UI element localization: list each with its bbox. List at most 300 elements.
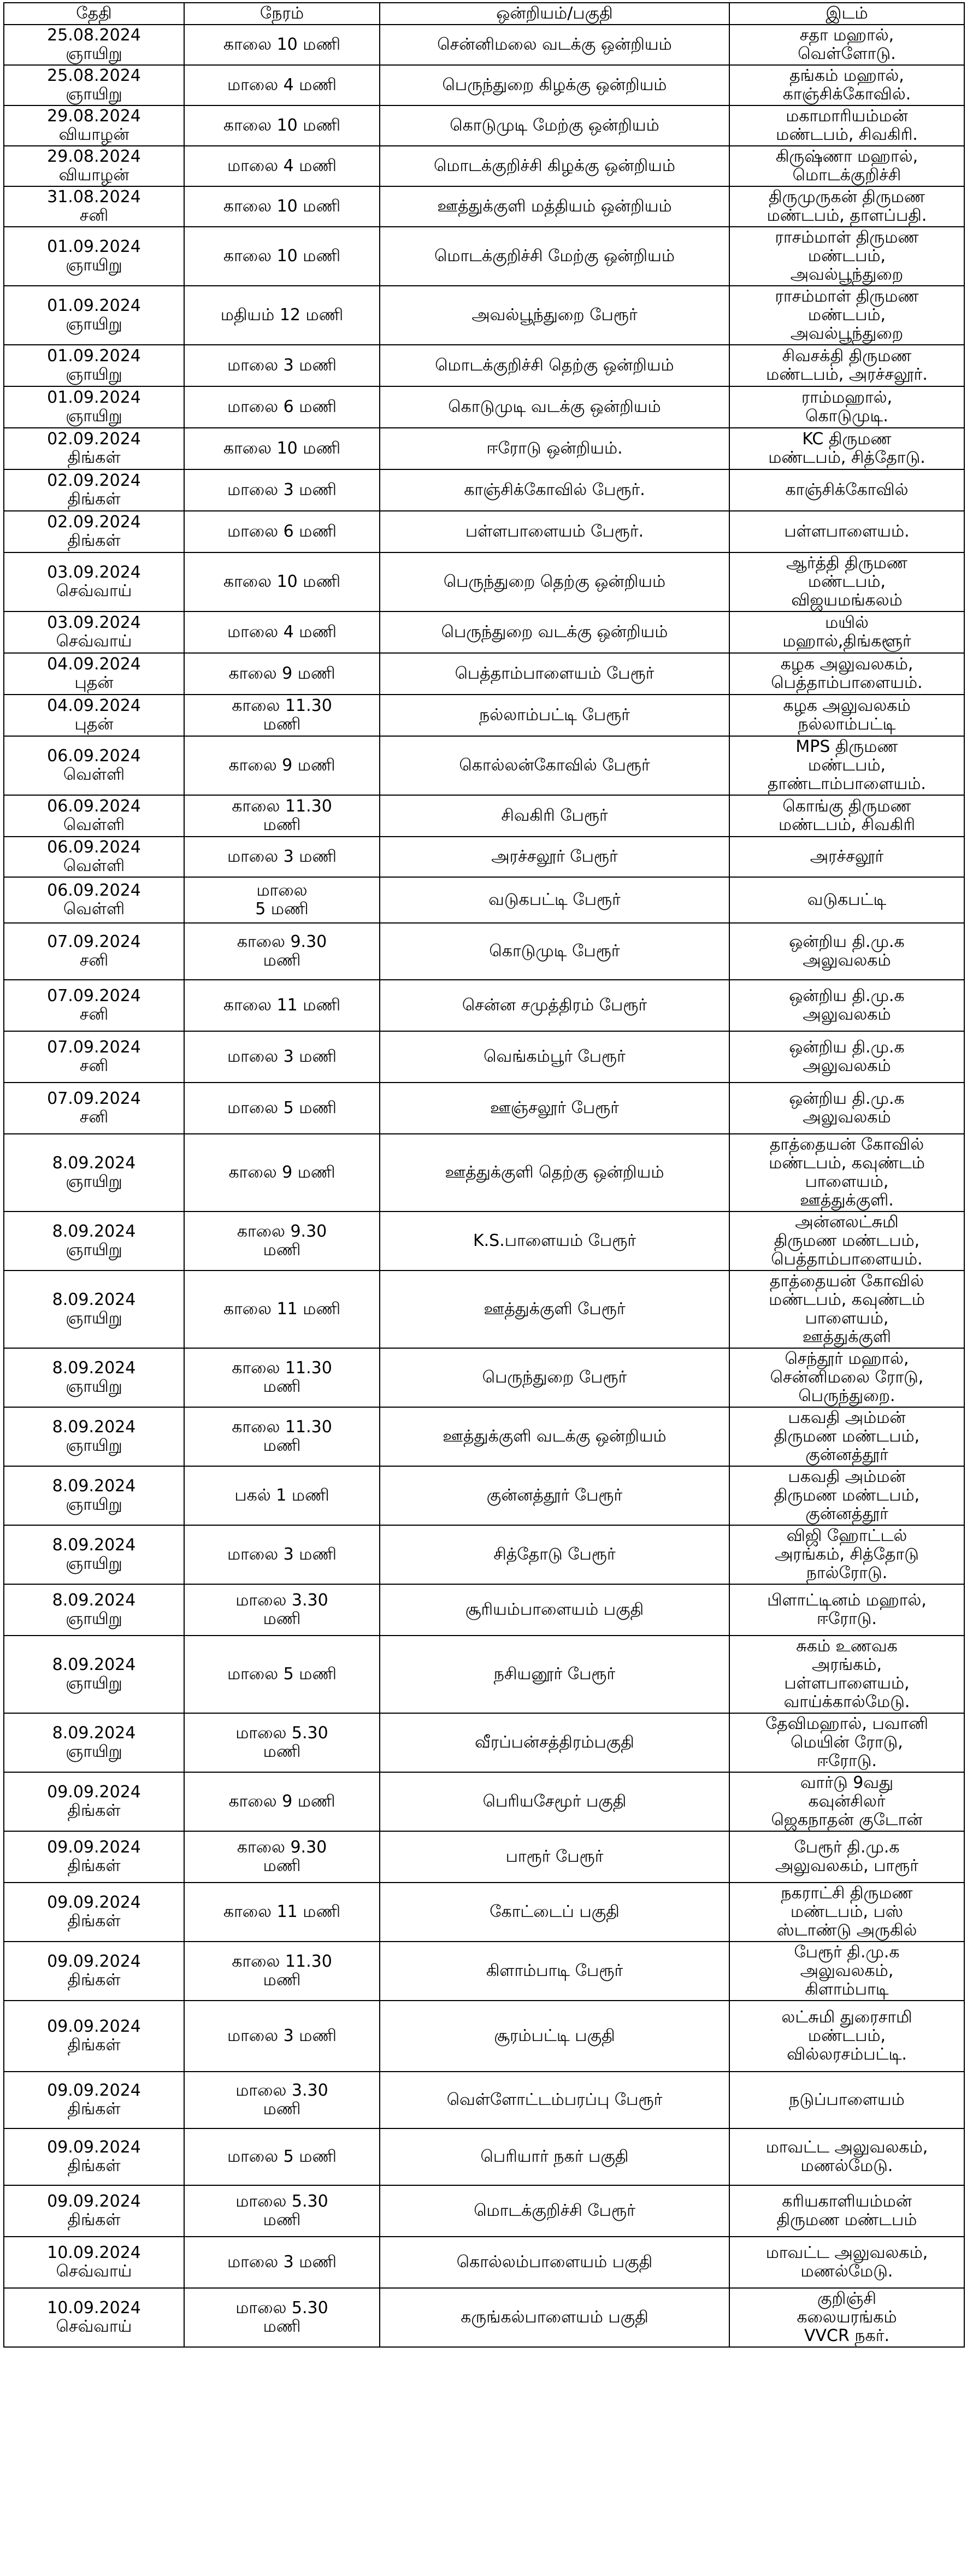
table-row [4, 2001, 964, 2072]
day-value: ஞாயிறு [66, 256, 122, 275]
table-row [4, 653, 964, 695]
cell-date [4, 611, 184, 653]
date-value: 06.09.2024 [47, 797, 141, 816]
cell-date [4, 345, 184, 386]
cell-date [4, 695, 184, 736]
cell-date [4, 2001, 184, 2072]
cell-date [4, 2072, 184, 2128]
day-value: செவ்வாய் [56, 2317, 132, 2336]
date-value: 02.09.2024 [47, 430, 141, 449]
cell-union: கொடுமுடி வடக்கு ஒன்றியம் [380, 386, 729, 428]
cell-time: காலை 11.30 மணி [184, 695, 380, 736]
day-value: புதன் [74, 715, 114, 734]
cell-place: கொங்கு திருமண மண்டபம், சிவகிரி [729, 795, 964, 837]
table-row [4, 611, 964, 653]
table-row [4, 877, 964, 923]
cell-union: சூரம்பட்டி பகுதி [380, 2001, 729, 2072]
cell-union: ஊத்துக்குளி தெற்கு ஒன்றியம் [380, 1134, 729, 1211]
day-value: திங்கள் [67, 1912, 121, 1931]
table-row [4, 227, 964, 286]
date-value: 25.08.2024 [47, 66, 141, 85]
cell-date [4, 25, 184, 65]
cell-place: காஞ்சிக்கோவில் [729, 469, 964, 511]
table-row [4, 105, 964, 146]
cell-time: மாலை 3 மணி [184, 2001, 380, 2072]
cell-union: பெருந்துறை தெற்கு ஒன்றியம் [380, 552, 729, 611]
cell-date [4, 65, 184, 105]
cell-place: சிவசக்தி திருமண மண்டபம், அரச்சலூர். [729, 345, 964, 386]
cell-union: வெங்கம்பூர் பேரூர் [380, 1031, 729, 1083]
cell-place: பள்ளபாளையம். [729, 511, 964, 552]
cell-union: சென்ன சமுத்திரம் பேரூர் [380, 980, 729, 1031]
date-value: 29.08.2024 [47, 107, 141, 126]
cell-union: பெரியசேமூர் பகுதி [380, 1772, 729, 1831]
day-value: சனி [79, 951, 109, 970]
cell-union: பாரூர் பேரூர் [380, 1831, 729, 1883]
date-value: 8.09.2024 [52, 1655, 136, 1674]
table-header [4, 3, 964, 25]
cell-time: காலை 10 மணி [184, 105, 380, 146]
cell-time: மாலை 6 மணி [184, 511, 380, 552]
cell-union: அரச்சலூர் பேரூர் [380, 837, 729, 877]
cell-time: மாலை 4 மணி [184, 65, 380, 105]
table-row [4, 1083, 964, 1134]
day-value: திங்கள் [67, 2210, 121, 2230]
cell-time: மாலை 4 மணி [184, 611, 380, 653]
cell-place: விஜி ஹோட்டல் அரங்கம், சித்தோடு நால்ரோடு. [729, 1525, 964, 1584]
date-value: 8.09.2024 [52, 1154, 136, 1173]
cell-date [4, 1134, 184, 1211]
day-value: திங்கள் [67, 531, 121, 550]
cell-time: காலை 9.30 மணி [184, 923, 380, 980]
cell-time: காலை 9 மணி [184, 653, 380, 695]
cell-date [4, 1211, 184, 1271]
cell-union: சிவகிரி பேரூர் [380, 795, 729, 837]
day-value: திங்கள் [67, 490, 121, 509]
date-value: 01.09.2024 [47, 346, 141, 366]
cell-place: செந்தூர் மஹால், சென்னிமலை ரோடு, பெருந்துறை. [729, 1348, 964, 1407]
cell-time: காலை 10 மணி [184, 186, 380, 227]
cell-union: கொடுமுடி மேற்கு ஒன்றியம் [380, 105, 729, 146]
day-value: திங்கள் [67, 1801, 121, 1820]
cell-date [4, 1713, 184, 1772]
cell-time: மாலை 3 மணி [184, 469, 380, 511]
day-value: ஞாயிறு [66, 1436, 122, 1455]
cell-time: காலை 11.30 மணி [184, 795, 380, 837]
cell-place: குறிஞ்சி கலையரங்கம் VVCR நகர். [729, 2288, 964, 2347]
cell-time: மாலை 5.30 மணி [184, 2288, 380, 2347]
cell-date [4, 1083, 184, 1134]
day-value: சனி [79, 206, 109, 225]
cell-date [4, 1466, 184, 1525]
cell-time: காலை 9 மணி [184, 736, 380, 795]
day-value: வெள்ளி [63, 899, 125, 919]
cell-place: சுகம் உணவக அரங்கம், பள்ளபாளையம், வாய்க்கால்மேடு. [729, 1636, 964, 1713]
cell-union: கொல்லம்பாளையம் பகுதி [380, 2237, 729, 2288]
day-value: ஞாயிறு [66, 407, 122, 426]
cell-date [4, 1525, 184, 1584]
day-value: திங்கள் [67, 2156, 121, 2175]
cell-place: ஒன்றிய தி.மு.க அலுவலகம் [729, 1031, 964, 1083]
table-row [4, 345, 964, 386]
cell-date [4, 980, 184, 1031]
cell-union: கொல்லன்கோவில் பேரூர் [380, 736, 729, 795]
cell-place: பிளாட்டினம் மஹால், ஈரோடு. [729, 1584, 964, 1636]
date-value: 02.09.2024 [47, 513, 141, 532]
cell-date [4, 1772, 184, 1831]
day-value: வெள்ளி [63, 856, 125, 875]
table-row [4, 795, 964, 837]
cell-date [4, 146, 184, 186]
date-value: 09.09.2024 [47, 2081, 141, 2100]
cell-place: தாத்தையன் கோவில் மண்டபம், கவுண்டம் பாளையம், ஊத்துக்குளி. [729, 1134, 964, 1211]
cell-place: ராசம்மாள் திருமண மண்டபம், அவல்பூந்துறை [729, 286, 964, 345]
cell-place: நடுப்பாளையம் [729, 2072, 964, 2128]
cell-place: ராம்மஹால், கொடுமுடி. [729, 386, 964, 428]
cell-place: தாத்தையன் கோவில் மண்டபம், கவுண்டம் பாளையம், ஊத்துக்குளி [729, 1271, 964, 1348]
cell-time: காலை 9.30 மணி [184, 1831, 380, 1883]
date-value: 04.09.2024 [47, 655, 141, 674]
date-value: 31.08.2024 [47, 187, 141, 207]
cell-date [4, 2128, 184, 2185]
date-value: 07.09.2024 [47, 986, 141, 1005]
cell-place: லட்சுமி துரைசாமி மண்டபம், வில்லரசம்பட்டி. [729, 2001, 964, 2072]
day-value: புதன் [74, 673, 114, 692]
table-row [4, 2185, 964, 2237]
cell-place: ராசம்மாள் திருமண மண்டபம், அவல்பூந்துறை [729, 227, 964, 286]
date-value: 06.09.2024 [47, 881, 141, 900]
date-value: 01.09.2024 [47, 296, 141, 315]
date-value: 09.09.2024 [47, 2017, 141, 2036]
cell-time: மாலை 3.30 மணி [184, 1584, 380, 1636]
date-value: 8.09.2024 [52, 1222, 136, 1241]
date-value: 10.09.2024 [47, 2298, 141, 2318]
day-value: ஞாயிறு [66, 365, 122, 384]
cell-time: காலை 11 மணி [184, 1271, 380, 1348]
cell-union: கோட்டைப் பகுதி [380, 1883, 729, 1942]
table-row [4, 25, 964, 65]
date-value: 07.09.2024 [47, 1089, 141, 1108]
cell-union: கிளாம்பாடி பேரூர் [380, 1942, 729, 2001]
header-time: நேரம் [184, 3, 380, 25]
cell-place: அரச்சலூர் [729, 837, 964, 877]
day-value: ஞாயிறு [66, 1377, 122, 1396]
date-value: 8.09.2024 [52, 1591, 136, 1610]
day-value: திங்கள் [67, 448, 121, 467]
table-row [4, 2288, 964, 2347]
cell-date [4, 653, 184, 695]
table-row [4, 1831, 964, 1883]
cell-union: ஊத்துக்குளி மத்தியம் ஒன்றியம் [380, 186, 729, 227]
cell-union: நசியனூர் பேரூர் [380, 1636, 729, 1713]
cell-union: ஈரோடு ஒன்றியம். [380, 428, 729, 469]
header-place: இடம் [729, 3, 964, 25]
day-value: திங்கள் [67, 1971, 121, 1990]
table-row [4, 1636, 964, 1713]
table-row [4, 923, 964, 980]
day-value: ஞாயிறு [66, 1172, 122, 1191]
table-row [4, 980, 964, 1031]
cell-time: மாலை 5.30 மணி [184, 2185, 380, 2237]
table-row [4, 2128, 964, 2185]
day-value: ஞாயிறு [66, 1495, 122, 1514]
cell-union: வெள்ளோட்டம்பரப்பு பேரூர் [380, 2072, 729, 2128]
date-value: 03.09.2024 [47, 563, 141, 582]
day-value: செவ்வாய் [56, 632, 132, 651]
table-row [4, 1134, 964, 1211]
cell-time: காலை 10 மணி [184, 552, 380, 611]
date-value: 04.09.2024 [47, 696, 141, 715]
cell-union: மொடக்குறிச்சி தெற்கு ஒன்றியம் [380, 345, 729, 386]
date-value: 09.09.2024 [47, 1952, 141, 1971]
table-row [4, 1211, 964, 1271]
cell-date [4, 2237, 184, 2288]
day-value: ஞாயிறு [66, 1742, 122, 1761]
cell-date [4, 511, 184, 552]
header-date: தேதி [4, 3, 184, 25]
day-value: ஞாயிறு [66, 1554, 122, 1573]
day-value: வியாழன் [58, 166, 129, 185]
day-value: திங்கள் [67, 1856, 121, 1875]
date-value: 01.09.2024 [47, 388, 141, 407]
cell-place: மயில் மஹால்,திங்களூர் [729, 611, 964, 653]
cell-union: ஊத்துக்குளி வடக்கு ஒன்றியம் [380, 1407, 729, 1466]
day-value: சனி [79, 1056, 109, 1075]
table-row [4, 736, 964, 795]
header-row [4, 3, 964, 25]
day-value: ஞாயிறு [66, 1609, 122, 1628]
cell-union: நல்லாம்பட்டி பேரூர் [380, 695, 729, 736]
cell-union: வீரப்பன்சத்திரம்பகுதி [380, 1713, 729, 1772]
table-row [4, 186, 964, 227]
date-value: 07.09.2024 [47, 932, 141, 951]
cell-date [4, 1271, 184, 1348]
table-row [4, 1031, 964, 1083]
cell-union: பள்ளபாளையம் பேரூர். [380, 511, 729, 552]
cell-union: காஞ்சிக்கோவில் பேரூர். [380, 469, 729, 511]
date-value: 06.09.2024 [47, 838, 141, 857]
date-value: 06.09.2024 [47, 746, 141, 766]
cell-time: மாலை 3 மணி [184, 1031, 380, 1083]
cell-union: பெருந்துறை கிழக்கு ஒன்றியம் [380, 65, 729, 105]
cell-place: கிருஷ்ணா மஹால், மொடக்குறிச்சி [729, 146, 964, 186]
cell-place: பேரூர் தி.மு.க அலுவலகம், பாரூர் [729, 1831, 964, 1883]
table-row [4, 2072, 964, 2128]
cell-time: காலை 11.30 மணி [184, 1348, 380, 1407]
cell-time: மாலை 3 மணி [184, 2237, 380, 2288]
cell-place: KC திருமண மண்டபம், சித்தோடு. [729, 428, 964, 469]
cell-date [4, 837, 184, 877]
cell-place: திருமுருகன் திருமண மண்டபம், தாளப்பதி. [729, 186, 964, 227]
cell-time: மாலை 4 மணி [184, 146, 380, 186]
table-row [4, 1466, 964, 1525]
cell-date [4, 1942, 184, 2001]
day-value: ஞாயிறு [66, 1674, 122, 1693]
date-value: 8.09.2024 [52, 1418, 136, 1437]
cell-time: மாலை 6 மணி [184, 386, 380, 428]
cell-place: மாவட்ட அலுவலகம், மணல்மேடு. [729, 2128, 964, 2185]
table-row [4, 511, 964, 552]
table-row [4, 1271, 964, 1348]
cell-union: கொடுமுடி பேரூர் [380, 923, 729, 980]
table-row [4, 1883, 964, 1942]
table-row [4, 146, 964, 186]
cell-time: மாலை 5 மணி [184, 1636, 380, 1713]
table-row [4, 428, 964, 469]
cell-place: நகராட்சி திருமண மண்டபம், பஸ் ஸ்டாண்டு அருகில் [729, 1883, 964, 1942]
cell-date [4, 1348, 184, 1407]
day-value: வெள்ளி [63, 765, 125, 784]
cell-union: பெருந்துறை வடக்கு ஒன்றியம் [380, 611, 729, 653]
table-body [4, 25, 964, 2347]
cell-date [4, 2288, 184, 2347]
cell-place: கரியகாளியம்மன் திருமண மண்டபம் [729, 2185, 964, 2237]
cell-union: அவல்பூந்துறை பேரூர் [380, 286, 729, 345]
cell-place: பகவதி அம்மன் திருமண மண்டபம், குன்னத்தூர் [729, 1407, 964, 1466]
cell-time: காலை 11 மணி [184, 980, 380, 1031]
date-value: 25.08.2024 [47, 26, 141, 45]
cell-time: மாலை 5 மணி [184, 877, 380, 923]
cell-place: ஒன்றிய தி.மு.க அலுவலகம் [729, 923, 964, 980]
cell-place: தங்கம் மஹால், காஞ்சிக்கோவில். [729, 65, 964, 105]
date-value: 07.09.2024 [47, 1038, 141, 1057]
table-row [4, 695, 964, 736]
cell-date [4, 1407, 184, 1466]
table-row [4, 1584, 964, 1636]
cell-time: காலை 9 மணி [184, 1772, 380, 1831]
cell-union: வடுகபட்டி பேரூர் [380, 877, 729, 923]
header-union: ஒன்றியம்/பகுதி [380, 3, 729, 25]
day-value: சனி [79, 1005, 109, 1024]
cell-date [4, 227, 184, 286]
date-value: 8.09.2024 [52, 1477, 136, 1496]
cell-time: மாலை 3.30 மணி [184, 2072, 380, 2128]
date-value: 8.09.2024 [52, 1536, 136, 1555]
cell-place: அன்னலட்சுமி திருமண மண்டபம், பெத்தாம்பாளையம். [729, 1211, 964, 1271]
cell-place: ஒன்றிய தி.மு.க அலுவலகம் [729, 1083, 964, 1134]
table-row [4, 1942, 964, 2001]
date-value: 8.09.2024 [52, 1290, 136, 1309]
cell-time: மாலை 3 மணி [184, 1525, 380, 1584]
cell-time: காலை 11 மணி [184, 1883, 380, 1942]
cell-place: கழக அலுவலகம், பெத்தாம்பாளையம். [729, 653, 964, 695]
cell-date [4, 1031, 184, 1083]
cell-time: காலை 9 மணி [184, 1134, 380, 1211]
cell-union: சென்னிமலை வடக்கு ஒன்றியம் [380, 25, 729, 65]
cell-place: கழக அலுவலகம் நல்லாம்பட்டி [729, 695, 964, 736]
cell-union: பெரியார் நகர் பகுதி [380, 2128, 729, 2185]
cell-time: மதியம் 12 மணி [184, 286, 380, 345]
cell-union: மொடக்குறிச்சி மேற்கு ஒன்றியம் [380, 227, 729, 286]
day-value: ஞாயிறு [66, 1240, 122, 1260]
day-value: ஞாயிறு [66, 44, 122, 63]
date-value: 09.09.2024 [47, 2138, 141, 2157]
date-value: 02.09.2024 [47, 471, 141, 490]
cell-time: காலை 10 மணி [184, 428, 380, 469]
cell-time: மாலை 5.30 மணி [184, 1713, 380, 1772]
date-value: 09.09.2024 [47, 1838, 141, 1857]
day-value: திங்கள் [67, 2099, 121, 2119]
cell-union: கருங்கல்பாளையம் பகுதி [380, 2288, 729, 2347]
cell-union: பெத்தாம்பாளையம் பேரூர் [380, 653, 729, 695]
date-value: 09.09.2024 [47, 1783, 141, 1802]
day-value: ஞாயிறு [66, 85, 122, 104]
table-row [4, 2237, 964, 2288]
table-row [4, 837, 964, 877]
cell-place: ஒன்றிய தி.மு.க அலுவலகம் [729, 980, 964, 1031]
day-value: ஞாயிறு [66, 1309, 122, 1328]
cell-time: காலை 10 மணி [184, 227, 380, 286]
cell-union: ஊத்துக்குளி பேரூர் [380, 1271, 729, 1348]
cell-place: வடுகபட்டி [729, 877, 964, 923]
cell-time: காலை 10 மணி [184, 25, 380, 65]
cell-date [4, 877, 184, 923]
cell-time: பகல் 1 மணி [184, 1466, 380, 1525]
cell-union: பெருந்துறை பேரூர் [380, 1348, 729, 1407]
table-row [4, 1407, 964, 1466]
cell-union: ஊஞ்சலூர் பேரூர் [380, 1083, 729, 1134]
cell-date [4, 186, 184, 227]
date-value: 03.09.2024 [47, 613, 141, 632]
cell-time: மாலை 5 மணி [184, 1083, 380, 1134]
day-value: ஞாயிறு [66, 315, 122, 334]
cell-date [4, 2185, 184, 2237]
cell-date [4, 286, 184, 345]
cell-time: காலை 11.30 மணி [184, 1942, 380, 2001]
cell-date [4, 386, 184, 428]
date-value: 09.09.2024 [47, 1893, 141, 1912]
table-row [4, 1348, 964, 1407]
cell-place: MPS திருமண மண்டபம், தாண்டாம்பாளையம். [729, 736, 964, 795]
cell-date [4, 1636, 184, 1713]
cell-place: சதா மஹால், வெள்ளோடு. [729, 25, 964, 65]
cell-date [4, 428, 184, 469]
cell-date [4, 1584, 184, 1636]
date-value: 10.09.2024 [47, 2243, 141, 2262]
table-row [4, 65, 964, 105]
date-value: 01.09.2024 [47, 237, 141, 256]
cell-union: K.S.பாளையம் பேரூர் [380, 1211, 729, 1271]
cell-date [4, 923, 184, 980]
day-value: திங்கள் [67, 2036, 121, 2055]
cell-union: குன்னத்தூர் பேரூர் [380, 1466, 729, 1525]
cell-time: மாலை 5 மணி [184, 2128, 380, 2185]
table-row [4, 1772, 964, 1831]
cell-date [4, 105, 184, 146]
cell-date [4, 469, 184, 511]
cell-union: மொடக்குறிச்சி கிழக்கு ஒன்றியம் [380, 146, 729, 186]
date-value: 8.09.2024 [52, 1724, 136, 1743]
cell-date [4, 1883, 184, 1942]
day-value: வியாழன் [58, 125, 129, 144]
day-value: செவ்வாய் [56, 581, 132, 601]
cell-union: மொடக்குறிச்சி பேரூர் [380, 2185, 729, 2237]
cell-date [4, 736, 184, 795]
cell-time: மாலை 3 மணி [184, 345, 380, 386]
cell-time: காலை 9.30 மணி [184, 1211, 380, 1271]
table-row [4, 386, 964, 428]
cell-place: ஆர்த்தி திருமண மண்டபம், விஜயமங்கலம் [729, 552, 964, 611]
cell-place: பேரூர் தி.மு.க அலுவலகம், கிளாம்பாடி [729, 1942, 964, 2001]
cell-union: சூரியம்பாளையம் பகுதி [380, 1584, 729, 1636]
table-row [4, 469, 964, 511]
schedule-table [3, 2, 965, 2348]
cell-time: காலை 11.30 மணி [184, 1407, 380, 1466]
cell-place: மகாமாரியம்மன் மண்டபம், சிவகிரி. [729, 105, 964, 146]
day-value: சனி [79, 1108, 109, 1127]
cell-date [4, 795, 184, 837]
cell-place: மாவட்ட அலுவலகம், மணல்மேடு. [729, 2237, 964, 2288]
